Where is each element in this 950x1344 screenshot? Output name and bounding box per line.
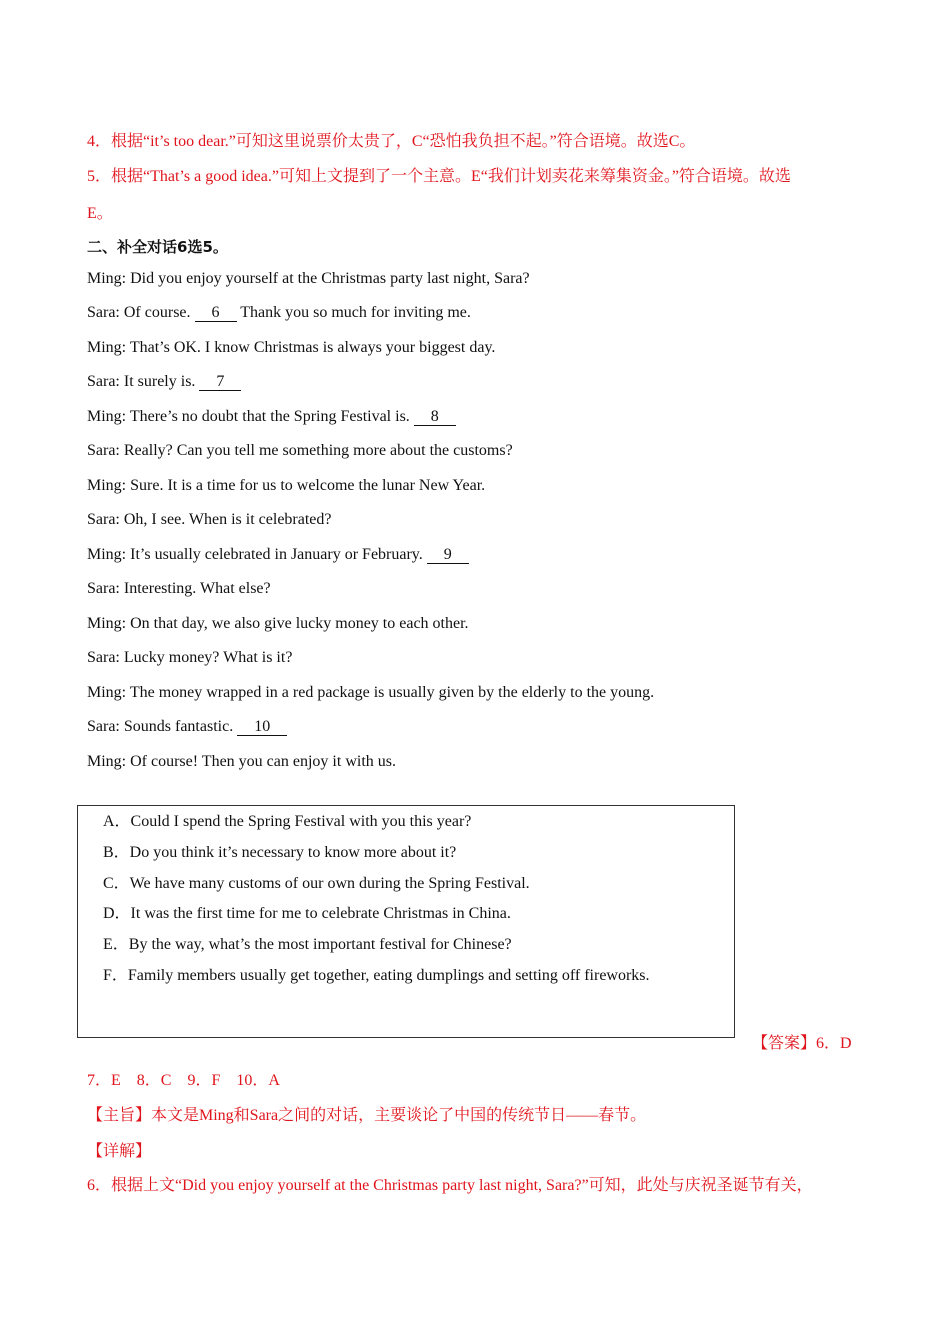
option-b: B．Do you think it’s necessary to know more about it? — [103, 844, 457, 861]
answer-blank-6: 6 — [195, 304, 237, 322]
gist: 【主旨】本文是Ming和Sara之间的对话，主要谈论了中国的传统节日——春节。 — [87, 1107, 647, 1124]
dialogue-line — [87, 511, 332, 529]
dialogue-line — [87, 684, 654, 702]
dialogue-line — [87, 442, 513, 460]
option-f: F．Family members usually get together, eating dumplings and setting off fireworks. — [103, 967, 650, 984]
dialogue-text: Ming: Did you enjoy yourself at the Christmas party last night, Sara? — [87, 270, 530, 287]
dialogue-line — [87, 753, 396, 771]
answer-blank-8: 8 — [414, 408, 456, 426]
dialogue-line — [87, 408, 456, 426]
section-heading: 二、补全对话6选5。 — [87, 238, 228, 256]
dialogue-text: Sara: It surely is. — [87, 373, 200, 390]
dialogue-text: Ming: Of course! Then you can enjoy it with us. — [87, 753, 396, 770]
explanation-item-5-cont: E。 — [87, 205, 113, 222]
dialogue-line — [87, 304, 471, 322]
detail-item-6: 6．根据上文“Did you enjoy yourself at the Christmas party last night, Sara?”可知，此处与庆祝圣诞节有关， — [87, 1177, 813, 1194]
dialogue-text-after: Thank you so much for inviting me. — [236, 304, 471, 321]
dialogue-text: Ming: The money wrapped in a red package is usually given by the elderly to the young. — [87, 684, 655, 701]
explanation-item-5: 5．根据“That’s a good idea.”可知上文提到了一个主意。E“我们计划卖花来筹集资金。”符合语境。故选 — [87, 168, 791, 185]
answer-tag: 【答案】6．D — [752, 1035, 852, 1052]
option-d: D．It was the first time for me to celebrate Christmas in China. — [103, 905, 511, 922]
dialogue-text: Sara: Really? Can you tell me something more about the customs? — [87, 442, 513, 459]
dialogue-line — [87, 339, 495, 357]
detail-tag: 【详解】 — [87, 1143, 152, 1160]
dialogue-line — [87, 580, 271, 598]
dialogue-line — [87, 546, 469, 564]
dialogue-line — [87, 615, 469, 633]
answer-blank-7: 7 — [199, 373, 241, 391]
dialogue-text: Sara: Sounds fantastic. — [87, 718, 238, 735]
dialogue-line — [87, 373, 241, 391]
option-c: C．We have many customs of our own during the Spring Festival. — [103, 875, 530, 892]
answer-rest: 7．E 8．C 9．F 10．A — [87, 1072, 280, 1089]
dialogue-line — [87, 477, 485, 495]
dialogue-text: Sara: Of course. — [87, 304, 195, 321]
dialogue-line — [87, 270, 530, 288]
dialogue-text: Sara: Oh, I see. When is it celebrated? — [87, 511, 332, 528]
dialogue-line — [87, 718, 287, 736]
dialogue-text: Sara: Lucky money? What is it? — [87, 649, 293, 666]
dialogue-line — [87, 649, 292, 667]
dialogue-text: Ming: On that day, we also give lucky money to each other. — [87, 615, 469, 632]
options-box — [77, 805, 735, 1038]
option-a: A．Could I spend the Spring Festival with you this year? — [103, 813, 472, 830]
dialogue-text: Ming: That’s OK. I know Christmas is always your biggest day. — [87, 339, 496, 356]
dialogue-text: Ming: There’s no doubt that the Spring Festival is. — [87, 408, 414, 425]
explanation-item-4: 4．根据“it’s too dear.”可知这里说票价太贵了，C“恐怕我负担不起。”符合语境。故选C。 — [87, 133, 696, 150]
option-e: E．By the way, what’s the most important festival for Chinese? — [103, 936, 512, 953]
dialogue-text: Ming: It’s usually celebrated in January or February. — [87, 546, 427, 563]
dialogue-text: Sara: Interesting. What else? — [87, 580, 271, 597]
answer-blank-9: 9 — [427, 546, 469, 564]
answer-blank-10: 10 — [237, 718, 287, 736]
dialogue-text: Ming: Sure. It is a time for us to welcome the lunar New Year. — [87, 477, 486, 494]
